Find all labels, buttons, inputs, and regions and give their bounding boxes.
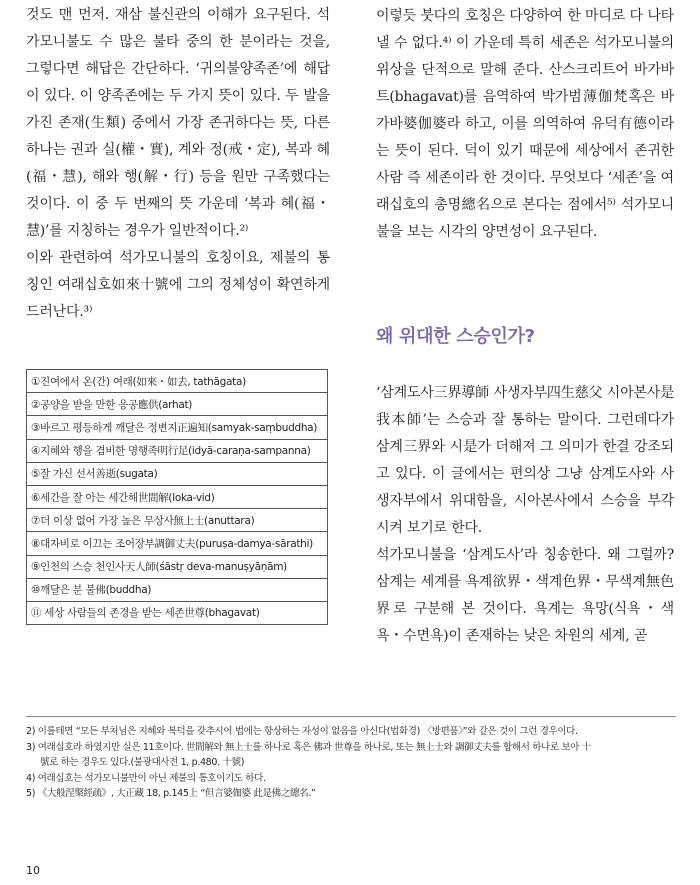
footnotes: [26, 724, 676, 802]
epithet-row: [27, 462, 328, 485]
epithet-cell: ⑥세간을 잘 아는 세간해世間解(loka-vid): [27, 485, 328, 508]
footnote-divider: [26, 716, 676, 717]
left-column: [26, 0, 330, 326]
epithet-cell: ⑨인천의 스승 천인사天人師(śāstṛ deva-manuṣyāṇām): [27, 555, 328, 578]
section-heading: 왜 위대한 스승인가?: [376, 326, 535, 347]
body-paragraph: 석가모니불을 ‘삼계도사’라 칭송한다. 왜 그럴까? 삼계는 세계를 욕계欲界・색계色界・무색계無色界로 구분해 본 것이다. 욕계는 욕망(식욕・색욕・수면욕)이 존재하는 낮은 차원의 세계, 곧: [376, 547, 674, 644]
epithet-cell: ⑦더 이상 없어 가장 높은 무상사無上士(anuttara): [27, 509, 328, 532]
epithet-cell: ②공양을 받을 만한 응공應供(arhat): [27, 393, 328, 416]
epithet-cell: ⑩깨달은 분 불佛(buddha): [27, 578, 328, 601]
epithet-row: [27, 601, 328, 624]
footnote: 3) 여래십호라 하였지만 실은 11호이다. 世間解와 無上士를 하나로 혹은 佛과 世尊을 하나로, 또는 無上士와 調御丈夫를 합해서 하나로 보아 十: [26, 741, 591, 753]
body-paragraph: ‘삼계도사三界導師 사생자부四生慈父 시아본사是我本師’는 스승과 잘 통하는 말이다. 그런데다가 삼계三界와 시是가 더해져 그 의미가 한결 강조되고 있다. 이 글에서는 편의상 그냥 삼계도사와 사생자부에서 위대함을, 시아본사에서 스승을 부각시켜 보기로 한다.: [376, 385, 674, 536]
footnote: 5) 《大般涅槃經疏》, 大正藏 18, p.145上 “但言婆伽婆 此是佛之總名.”: [26, 788, 316, 799]
epithet-cell: ⑧대자비로 이끄는 조어장부調御丈夫(puruṣa-damya-sārathi): [27, 532, 328, 555]
epithet-cell: ④지혜와 행을 겸비한 명행족明行足(idyā-caraṇa-sampanna): [27, 439, 328, 462]
epithet-cell: ⑤잘 가신 선서善逝(sugata): [27, 462, 328, 485]
epithet-row: [27, 578, 328, 601]
epithet-cell: ①진여에서 온(간) 여래(如來・如去, tathāgata): [27, 370, 328, 393]
epithet-row: [27, 370, 328, 393]
footnote: 4) 여래십호는 석가모니불만이 아닌 제불의 통호이기도 하다.: [26, 772, 266, 784]
epithet-row: [27, 485, 328, 508]
epithet-row: [27, 393, 328, 416]
right-column-lower: [376, 380, 674, 650]
body-paragraph: 이렇듯 붓다의 호칭은 다양하여 한 마디로 다 나타낼 수 없다.⁴⁾ 이 가운데 특히 세존은 석가모니불의 위상을 단적으로 말해 준다. 산스크리트어 바가바트(bhagavat)를 음역하여 박가범薄伽梵혹은 바가바婆伽婆라 하고, 이를 의역하여 유덕有德이라는 뜻이 된다. 덕이 있기 때문에 세상에서 존귀한 사람 즉 세존이라 한 것이다. 무엇보다 ‘세존’을 여래십호의 총명總名으로 본다는 점에서⁵⁾ 석가모니불을 보는 시각의 양면성이 요구된다.: [376, 8, 674, 240]
ten-epithets-table: [26, 369, 328, 625]
body-paragraph: 것도 맨 먼저. 재삼 불신관의 이해가 요구된다. 석가모니불도 수 많은 불타 중의 한 분이라는 것을, 그렇다면 해답은 간단하다. ‘귀의불양족존’에 해답이 있다. 이 양족존에는 두 가지 뜻이 있다. 두 발을 가진 존재(生類) 중에서 가장 존귀하다는 뜻, 다른 하나는 권과 실(權・實), 계와 정(戒・定), 복과 혜(福・慧), 해와 행(解・行) 등을 원만 구족했다는 것이다. 이 중 두 번째의 뜻 가운데 ‘복과 혜(福・慧)’를 지칭하는 경우가 일반적이다.²⁾: [26, 7, 330, 239]
epithet-row: [27, 439, 328, 462]
epithet-row: [27, 416, 328, 439]
epithet-row: [27, 532, 328, 555]
epithet-cell: ⑪ 세상 사람들의 존경을 받는 세존世尊(bhagavat): [27, 601, 328, 624]
body-paragraph: 이와 관련하여 석가모니불의 호칭이요, 제불의 통칭인 여래십호如來十號에 그의 정체성이 확연하게 드러난다.³⁾: [26, 250, 330, 320]
epithet-row: [27, 509, 328, 532]
epithet-row: [27, 555, 328, 578]
footnote: 2) 이를테면 “모든 부처님은 지혜와 복덕을 갖추시어 법에는 항상하는 자성이 없음을 아신다(법화경) 〈방편품〉”와 같은 것이 그런 경우이다.: [26, 726, 578, 737]
page-number: 10: [26, 864, 40, 877]
footnote: 號로 하는 경우도 있다.(불광대사전 1, p.480. 十號): [40, 757, 245, 768]
right-column: [376, 0, 674, 246]
epithet-cell: ③바르고 평등하게 깨달은 정변지正遍知(samyak-saṃbuddha): [27, 416, 328, 439]
